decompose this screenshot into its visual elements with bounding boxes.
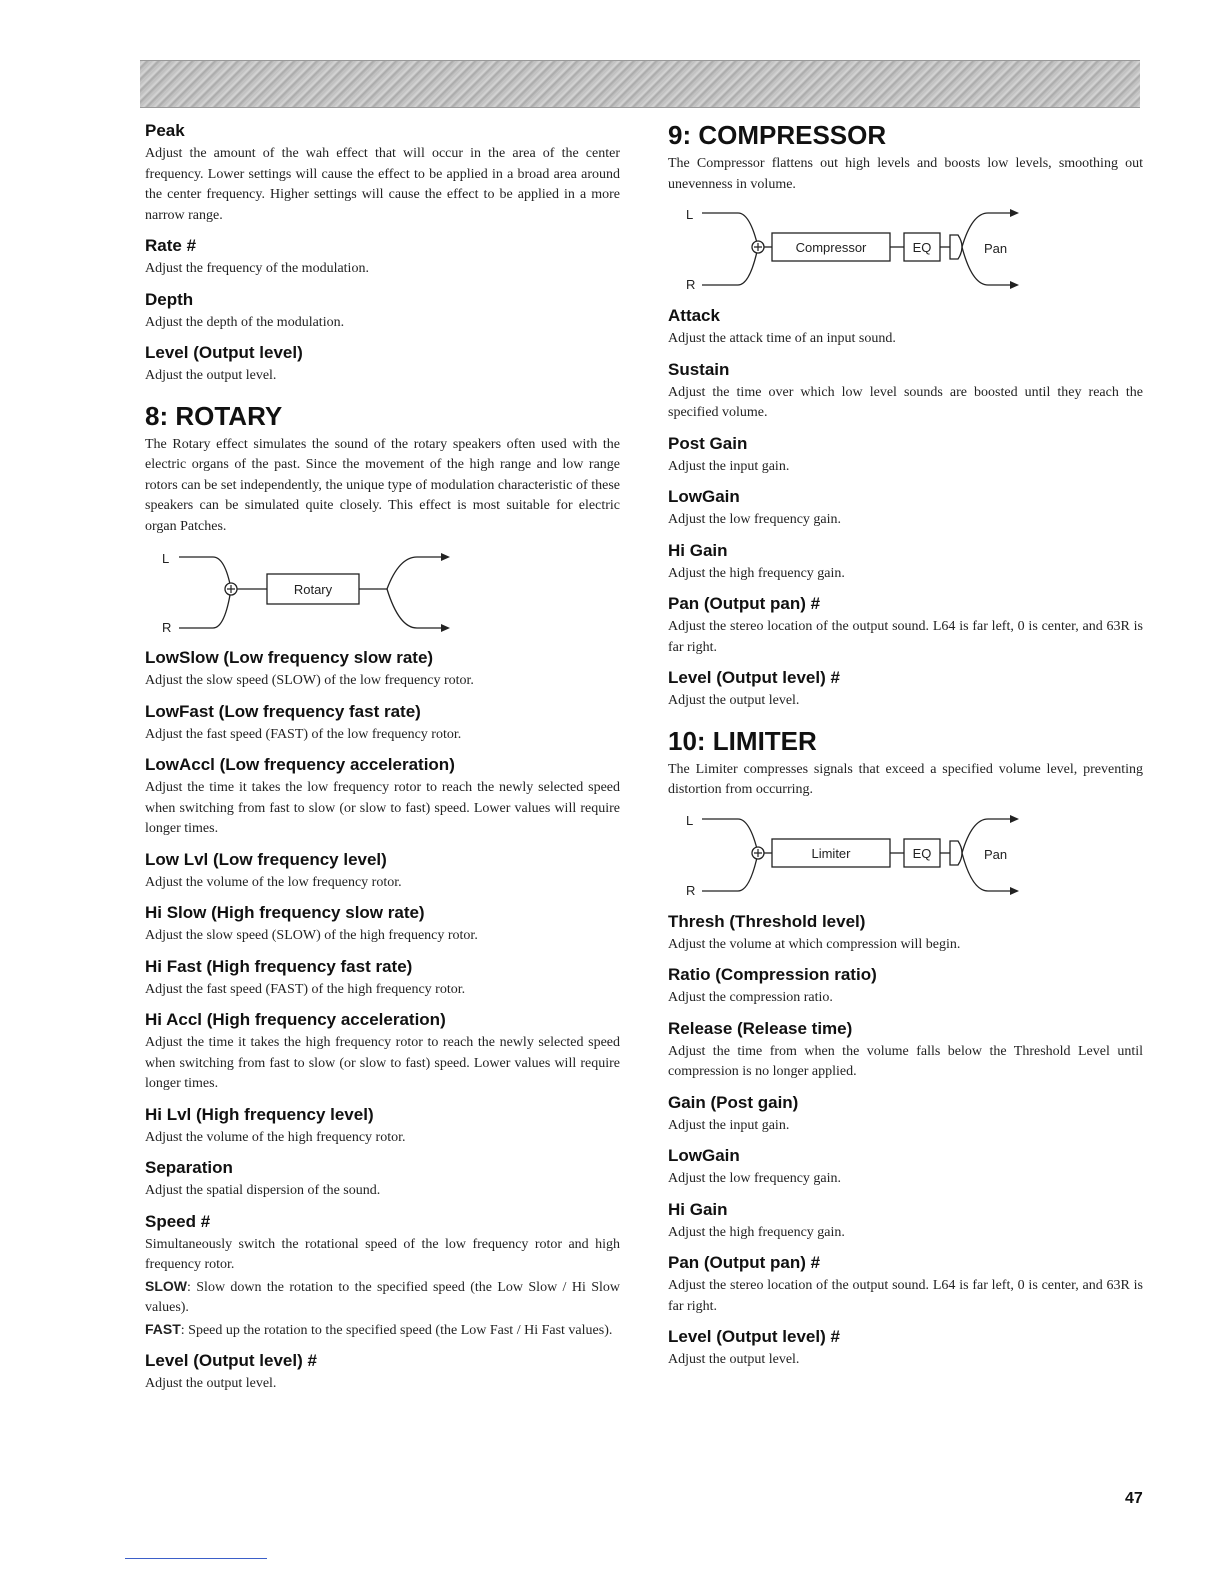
output-l-line bbox=[387, 557, 441, 589]
speed-slow-option bbox=[145, 1276, 620, 1319]
param-limiter-pan bbox=[668, 1252, 1143, 1317]
param-desc: Adjust the slow speed (SLOW) of the high frequency rotor. bbox=[145, 928, 478, 943]
param-title: Level (Output level) # bbox=[668, 1327, 840, 1346]
param-title: LowGain bbox=[668, 1146, 740, 1165]
header-band bbox=[140, 60, 1140, 108]
param-title: Release (Release time) bbox=[668, 1018, 853, 1038]
diagram-label-r: R bbox=[686, 277, 696, 292]
param-pan bbox=[668, 593, 1143, 658]
param-lowaccl bbox=[145, 754, 620, 840]
param-desc: Adjust the amount of the wah effect that will occur in the area of the center frequency. Lower settings will cause the effect to be applied in a broad area around the center frequency. Higher settings will cause the effect to be applied in a more narrow range. bbox=[145, 146, 620, 223]
footer-rule bbox=[125, 1558, 267, 1559]
param-title: Peak bbox=[145, 121, 185, 140]
param-desc: Adjust the low frequency gain. bbox=[668, 512, 842, 527]
rotary-block-label: Rotary bbox=[293, 582, 333, 597]
compressor-block-label: Compressor bbox=[795, 240, 867, 255]
diagram-label-l: L bbox=[162, 551, 170, 566]
param-title: Hi Fast (High frequency fast rate) bbox=[145, 956, 413, 976]
param-title: Level (Output level) bbox=[145, 343, 303, 362]
left-column bbox=[145, 120, 620, 1404]
param-rotary-level bbox=[145, 1350, 620, 1395]
param-desc: Adjust the time over which low level sounds are boosted until they reach the specified volume. bbox=[668, 384, 1143, 420]
param-title: LowAccl (Low frequency acceleration) bbox=[145, 755, 455, 774]
param-title: Thresh (Threshold level) bbox=[668, 911, 866, 931]
arrow-head bbox=[1010, 209, 1019, 217]
param-desc: Adjust the time it takes the high frequency rotor to reach the newly selected speed when switching from fast to slow (or slow to fast) speed. Lower values will require longer times. bbox=[145, 1035, 620, 1091]
param-title: Pan (Output pan) # bbox=[668, 1253, 821, 1272]
pan-block bbox=[950, 235, 962, 259]
param-sustain bbox=[668, 359, 1143, 424]
pan-block bbox=[950, 841, 962, 865]
arrow-head bbox=[441, 553, 450, 561]
param-rate bbox=[145, 235, 620, 280]
section-heading-rotary: 8: ROTARY bbox=[145, 400, 283, 431]
param-hilvl bbox=[145, 1104, 620, 1149]
param-title: Hi Gain bbox=[668, 540, 728, 560]
param-title: Hi Gain bbox=[668, 1199, 728, 1219]
section-heading-limiter: 10: LIMITER bbox=[668, 725, 817, 756]
diagram-label-l: L bbox=[686, 207, 694, 222]
param-depth bbox=[145, 289, 620, 334]
param-peak bbox=[145, 120, 620, 226]
param-desc: Adjust the input gain. bbox=[668, 458, 790, 474]
option-desc: : Speed up the rotation to the specified speed (the Low Fast / Hi Fast values). bbox=[180, 1322, 613, 1338]
param-higain bbox=[668, 540, 1143, 585]
param-desc: Adjust the input gain. bbox=[668, 1117, 790, 1133]
option-desc: : Slow down the rotation to the specified speed (the Low Slow / Hi Slow values). bbox=[145, 1279, 620, 1315]
param-desc: Adjust the output level. bbox=[145, 368, 277, 383]
param-release bbox=[668, 1018, 1143, 1083]
param-desc: Adjust the time from when the volume falls below the Threshold Level until compression is no longer applied. bbox=[668, 1043, 1143, 1079]
param-lowlvl bbox=[145, 849, 620, 894]
param-title: Depth bbox=[145, 289, 194, 309]
pan-label: Pan bbox=[984, 846, 1008, 862]
param-title: Post Gain bbox=[668, 433, 748, 453]
param-desc: Adjust the high frequency gain. bbox=[668, 1224, 845, 1240]
param-title: Hi Lvl (High frequency level) bbox=[145, 1104, 374, 1124]
right-column bbox=[668, 120, 1143, 1380]
param-desc: Adjust the time it takes the low frequency rotor to reach the newly selected speed when switching from fast to slow (or slow to fast) speed. Lower values will require longer times. bbox=[145, 780, 620, 836]
section-intro-rotary: The Rotary effect simulates the sound of the rotary speakers often used with the electric organs of the past. Since the movement of the high range and low range rotors can be set independently, the unique type of modulation characteristic of these speakers can be simulated quite closely. This effect is most suitable for electric organ Patches. bbox=[145, 436, 620, 534]
param-title: LowFast (Low frequency fast rate) bbox=[145, 701, 421, 721]
param-desc: Adjust the high frequency gain. bbox=[668, 565, 845, 581]
option-label: SLOW bbox=[145, 1277, 187, 1294]
eq-block-label: EQ bbox=[912, 240, 932, 255]
param-title: Sustain bbox=[668, 359, 730, 379]
param-level bbox=[145, 342, 620, 387]
limiter-block-label: Limiter bbox=[811, 845, 851, 861]
diagram-label-l: L bbox=[686, 812, 694, 828]
param-title: LowGain bbox=[668, 487, 740, 506]
param-lowfast bbox=[145, 701, 620, 746]
param-title: Speed # bbox=[145, 1211, 211, 1231]
param-hiaccl bbox=[145, 1009, 620, 1095]
section-heading-compressor: 9: COMPRESSOR bbox=[668, 120, 887, 150]
speed-fast-option bbox=[145, 1319, 620, 1342]
param-postgain bbox=[668, 433, 1143, 478]
param-desc: Adjust the volume of the low frequency rotor. bbox=[145, 874, 402, 890]
param-desc: Adjust the stereo location of the output sound. L64 is far left, 0 is center, and 63R is far right. bbox=[668, 619, 1143, 655]
param-separation bbox=[145, 1157, 620, 1202]
param-title: LowSlow (Low frequency slow rate) bbox=[145, 648, 434, 667]
compressor-signal-diagram bbox=[668, 199, 1143, 295]
section-intro-compressor: The Compressor flattens out high levels and boosts low levels, smoothing out unevenness in volume. bbox=[668, 156, 1143, 192]
option-label: FAST bbox=[145, 1320, 181, 1337]
diagram-label-r: R bbox=[686, 882, 696, 898]
param-hislow bbox=[145, 902, 620, 947]
param-desc: Adjust the low frequency gain. bbox=[668, 1171, 842, 1186]
param-desc: Adjust the output level. bbox=[668, 693, 800, 708]
section-intro-limiter: The Limiter compresses signals that exceed a specified volume level, preventing distortion from occurring. bbox=[668, 761, 1143, 797]
param-title: Hi Slow (High frequency slow rate) bbox=[145, 903, 425, 922]
param-desc: Adjust the spatial dispersion of the sound. bbox=[145, 1183, 381, 1198]
arrow-head bbox=[1010, 281, 1019, 289]
page-number: 47 bbox=[1125, 1490, 1143, 1507]
param-attack bbox=[668, 305, 1143, 350]
param-title: Gain (Post gain) bbox=[668, 1092, 799, 1112]
param-lowgain bbox=[668, 486, 1143, 531]
param-compressor-level bbox=[668, 667, 1143, 712]
eq-block-label: EQ bbox=[912, 845, 932, 861]
param-thresh bbox=[668, 911, 1143, 956]
param-title: Rate # bbox=[145, 236, 197, 255]
param-hifast bbox=[145, 956, 620, 1001]
param-desc: Adjust the stereo location of the output sound. L64 is far left, 0 is center, and 63R is far right. bbox=[668, 1278, 1143, 1314]
diagram-label-r: R bbox=[162, 620, 172, 635]
param-title: Low Lvl (Low frequency level) bbox=[145, 849, 387, 869]
param-lowslow bbox=[145, 647, 620, 692]
param-desc: Simultaneously switch the rotational speed of the low frequency rotor and high frequency rotor. bbox=[145, 1236, 620, 1272]
input-l-line bbox=[179, 557, 231, 589]
arrow-head bbox=[1010, 887, 1019, 895]
param-desc: Adjust the compression ratio. bbox=[668, 990, 833, 1005]
param-limiter-level bbox=[668, 1326, 1143, 1371]
output-r-line bbox=[387, 589, 441, 628]
limiter-signal-diagram bbox=[668, 805, 1143, 901]
param-title: Attack bbox=[668, 306, 720, 325]
param-desc: Adjust the output level. bbox=[668, 1352, 800, 1367]
param-title: Ratio (Compression ratio) bbox=[668, 965, 877, 984]
param-desc: Adjust the fast speed (FAST) of the low frequency rotor. bbox=[145, 726, 462, 742]
param-desc: Adjust the fast speed (FAST) of the high frequency rotor. bbox=[145, 981, 466, 997]
param-desc: Adjust the volume of the high frequency rotor. bbox=[145, 1129, 406, 1145]
param-desc: Adjust the output level. bbox=[145, 1376, 277, 1391]
arrow-head bbox=[441, 624, 450, 632]
param-desc: Adjust the attack time of an input sound. bbox=[668, 331, 896, 346]
param-speed bbox=[145, 1211, 620, 1342]
rotary-signal-diagram bbox=[145, 541, 620, 637]
param-desc: Adjust the slow speed (SLOW) of the low frequency rotor. bbox=[145, 673, 474, 688]
param-ratio bbox=[668, 964, 1143, 1009]
param-desc: Adjust the depth of the modulation. bbox=[145, 314, 345, 330]
param-limiter-higain bbox=[668, 1199, 1143, 1244]
param-limiter-lowgain bbox=[668, 1145, 1143, 1190]
param-title: Level (Output level) # bbox=[145, 1351, 317, 1370]
param-title: Level (Output level) # bbox=[668, 668, 840, 687]
pan-label: Pan bbox=[984, 241, 1008, 256]
input-r-line bbox=[179, 589, 231, 628]
param-desc: Adjust the frequency of the modulation. bbox=[145, 261, 369, 276]
param-gain bbox=[668, 1092, 1143, 1137]
arrow-head bbox=[1010, 815, 1019, 823]
param-desc: Adjust the volume at which compression will begin. bbox=[668, 936, 961, 952]
param-title: Pan (Output pan) # bbox=[668, 594, 821, 613]
param-title: Hi Accl (High frequency acceleration) bbox=[145, 1010, 446, 1029]
param-title: Separation bbox=[145, 1158, 233, 1177]
